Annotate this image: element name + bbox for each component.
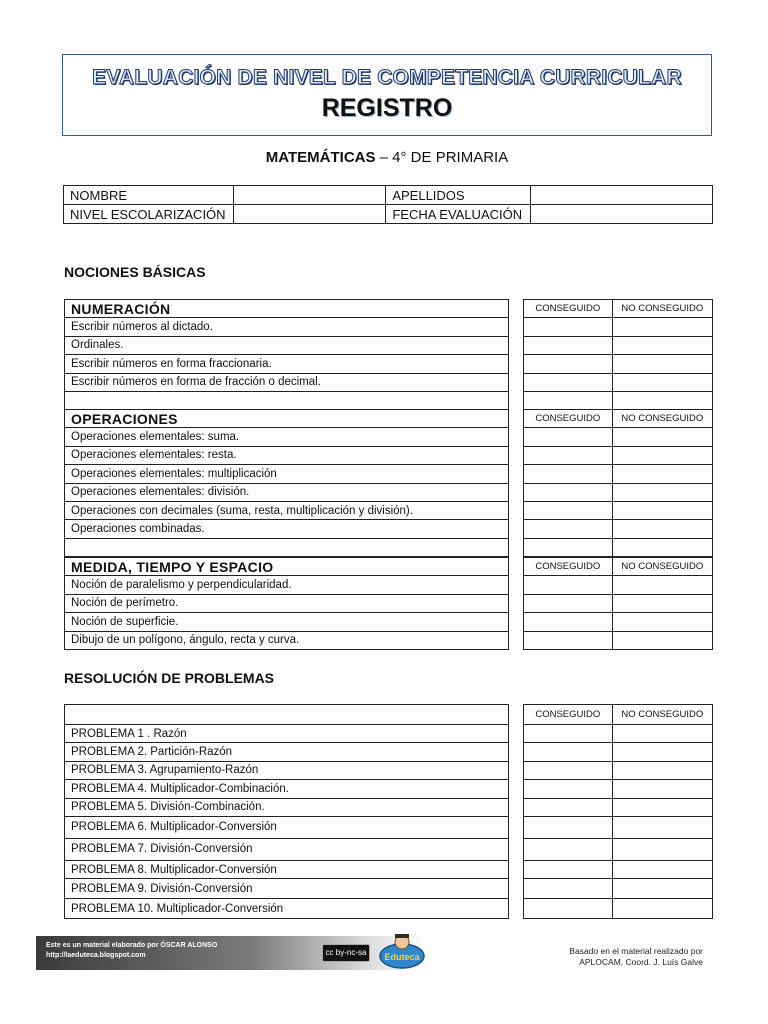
student-info-table [63, 185, 713, 224]
check-cell[interactable] [612, 594, 712, 612]
check-cell[interactable] [612, 838, 712, 860]
footer-attribution [520, 946, 703, 968]
problem-item: PROBLEMA 5. División-Combinación. [65, 798, 509, 816]
check-cell[interactable] [612, 318, 712, 336]
check-cell[interactable] [612, 373, 712, 391]
check-cell[interactable] [612, 483, 712, 501]
problemas-table [64, 704, 509, 919]
list-item: Operaciones elementales: suma. [65, 428, 509, 446]
problem-item: PROBLEMA 4. Multiplicador-Combinación. [65, 780, 509, 798]
subject-grade: – 4° DE PRIMARIA [375, 149, 509, 166]
list-item: Dibujo de un polígono, ángulo, recta y curva. [65, 631, 509, 649]
input-apellidos[interactable] [531, 186, 713, 205]
problem-item: PROBLEMA 6. Multiplicador-Conversión [65, 816, 509, 838]
section-heading-resolucion: RESOLUCIÓN DE PROBLEMAS [64, 670, 275, 686]
label-fecha: FECHA EVALUACIÓN [386, 205, 531, 224]
check-cell[interactable] [612, 520, 712, 538]
check-cell[interactable] [524, 838, 613, 860]
input-fecha[interactable] [531, 205, 713, 224]
check-cell[interactable] [524, 860, 613, 878]
check-cell[interactable] [524, 798, 613, 816]
check-cell[interactable] [612, 613, 712, 631]
check-cell[interactable] [612, 501, 712, 519]
check-cell[interactable] [524, 520, 613, 538]
check-cell[interactable] [612, 798, 712, 816]
check-cell[interactable] [612, 428, 712, 446]
problem-item: PROBLEMA 9. División-Conversión [65, 879, 509, 899]
problem-item: PROBLEMA 3. Agrupamiento-Razón [65, 761, 509, 779]
check-cell[interactable] [524, 483, 613, 501]
check-cell[interactable] [612, 391, 712, 409]
logo-text: Eduteca [384, 952, 420, 962]
operaciones-checks [523, 409, 713, 557]
medida-table [64, 557, 509, 650]
eduteca-logo-icon [378, 932, 426, 970]
check-cell[interactable] [524, 336, 613, 354]
block-title-operaciones: OPERACIONES [65, 410, 509, 428]
check-cell[interactable] [612, 446, 712, 464]
label-nivel: NIVEL ESCOLARIZACIÓN [64, 205, 234, 224]
document-title: EVALUACIÓN DE NIVEL DE COMPETENCIA CURRICULAR [92, 66, 682, 89]
list-item: Noción de superficie. [65, 613, 509, 631]
numeracion-checks [523, 299, 713, 410]
list-item: Escribir números al dictado. [65, 318, 509, 336]
footer-credit [46, 941, 217, 961]
attribution-line2: APLOCAM. Coord. J. Luís Galve [579, 957, 703, 967]
medida-checks [523, 557, 713, 650]
block-title-medida: MEDIDA, TIEMPO Y ESPACIO [65, 558, 509, 576]
subject-line [62, 149, 712, 166]
check-cell[interactable] [612, 743, 712, 761]
check-cell[interactable] [524, 761, 613, 779]
col-conseguido: CONSEGUIDO [524, 558, 613, 576]
col-conseguido: CONSEGUIDO [524, 410, 613, 428]
section-heading-nociones: NOCIONES BÁSICAS [64, 264, 206, 280]
check-cell[interactable] [612, 780, 712, 798]
document-subtitle: REGISTRO [321, 94, 453, 122]
blank-row [65, 705, 509, 725]
input-nivel[interactable] [233, 205, 385, 224]
list-item: Ordinales. [65, 336, 509, 354]
label-apellidos: APELLIDOS [386, 186, 531, 205]
list-item: Operaciones elementales: división. [65, 483, 509, 501]
check-cell[interactable] [524, 538, 613, 556]
check-cell[interactable] [524, 465, 613, 483]
check-cell[interactable] [524, 446, 613, 464]
col-no-conseguido: NO CONSEGUIDO [612, 705, 712, 725]
list-item: Escribir números en forma fraccionaria. [65, 355, 509, 373]
check-cell[interactable] [612, 860, 712, 878]
col-no-conseguido: NO CONSEGUIDO [612, 558, 712, 576]
check-cell[interactable] [524, 780, 613, 798]
cc-license-icon: cc by-nc-sa [322, 944, 370, 962]
check-cell[interactable] [524, 743, 613, 761]
problemas-checks [523, 704, 713, 919]
check-cell[interactable] [524, 318, 613, 336]
list-item: Operaciones elementales: resta. [65, 446, 509, 464]
check-cell[interactable] [612, 355, 712, 373]
list-item: Noción de perímetro. [65, 594, 509, 612]
list-item: Operaciones combinadas. [65, 520, 509, 538]
check-cell[interactable] [524, 501, 613, 519]
check-cell[interactable] [524, 725, 613, 743]
subject-name: MATEMÁTICAS [265, 149, 376, 166]
blank-row [65, 538, 509, 556]
block-title-numeracion: NUMERACIÓN [65, 300, 509, 318]
input-nombre[interactable] [233, 186, 385, 205]
check-cell[interactable] [524, 899, 613, 919]
credit-url[interactable]: http://laeduteca.blogspot.com [46, 952, 146, 959]
check-cell[interactable] [524, 594, 613, 612]
col-conseguido: CONSEGUIDO [524, 705, 613, 725]
problem-item: PROBLEMA 8. Multiplicador-Conversión [65, 860, 509, 878]
check-cell[interactable] [524, 428, 613, 446]
check-cell[interactable] [612, 576, 712, 594]
check-cell[interactable] [612, 761, 712, 779]
attribution-line1: Basado en el material realizado por [569, 946, 703, 956]
check-cell[interactable] [612, 879, 712, 899]
check-cell[interactable] [524, 816, 613, 838]
list-item: Operaciones con decimales (suma, resta, multiplicación y división). [65, 501, 509, 519]
check-cell[interactable] [612, 538, 712, 556]
check-cell[interactable] [524, 631, 613, 649]
credit-author: Este es un material elaborado por ÓSCAR ALONSO [46, 942, 218, 949]
check-cell[interactable] [524, 576, 613, 594]
problem-item: PROBLEMA 1 . Razón [65, 725, 509, 743]
check-cell[interactable] [524, 613, 613, 631]
problem-item: PROBLEMA 10. Multiplicador-Conversión [65, 899, 509, 919]
label-nombre: NOMBRE [64, 186, 234, 205]
list-item: Operaciones elementales: multiplicación [65, 465, 509, 483]
check-cell[interactable] [612, 899, 712, 919]
check-cell[interactable] [524, 879, 613, 899]
check-cell[interactable] [524, 391, 613, 409]
check-cell[interactable] [612, 465, 712, 483]
problem-item: PROBLEMA 7. División-Conversión [65, 838, 509, 860]
operaciones-table [64, 409, 509, 557]
check-cell[interactable] [524, 373, 613, 391]
col-no-conseguido: NO CONSEGUIDO [612, 410, 712, 428]
col-conseguido: CONSEGUIDO [524, 300, 613, 318]
check-cell[interactable] [524, 355, 613, 373]
check-cell[interactable] [612, 631, 712, 649]
col-no-conseguido: NO CONSEGUIDO [612, 300, 712, 318]
blank-row [65, 391, 509, 409]
check-cell[interactable] [612, 816, 712, 838]
numeracion-table [64, 299, 509, 410]
problem-item: PROBLEMA 2. Partición-Razón [65, 743, 509, 761]
list-item: Escribir números en forma de fracción o decimal. [65, 373, 509, 391]
check-cell[interactable] [612, 336, 712, 354]
list-item: Noción de paralelismo y perpendicularidad. [65, 576, 509, 594]
check-cell[interactable] [612, 725, 712, 743]
